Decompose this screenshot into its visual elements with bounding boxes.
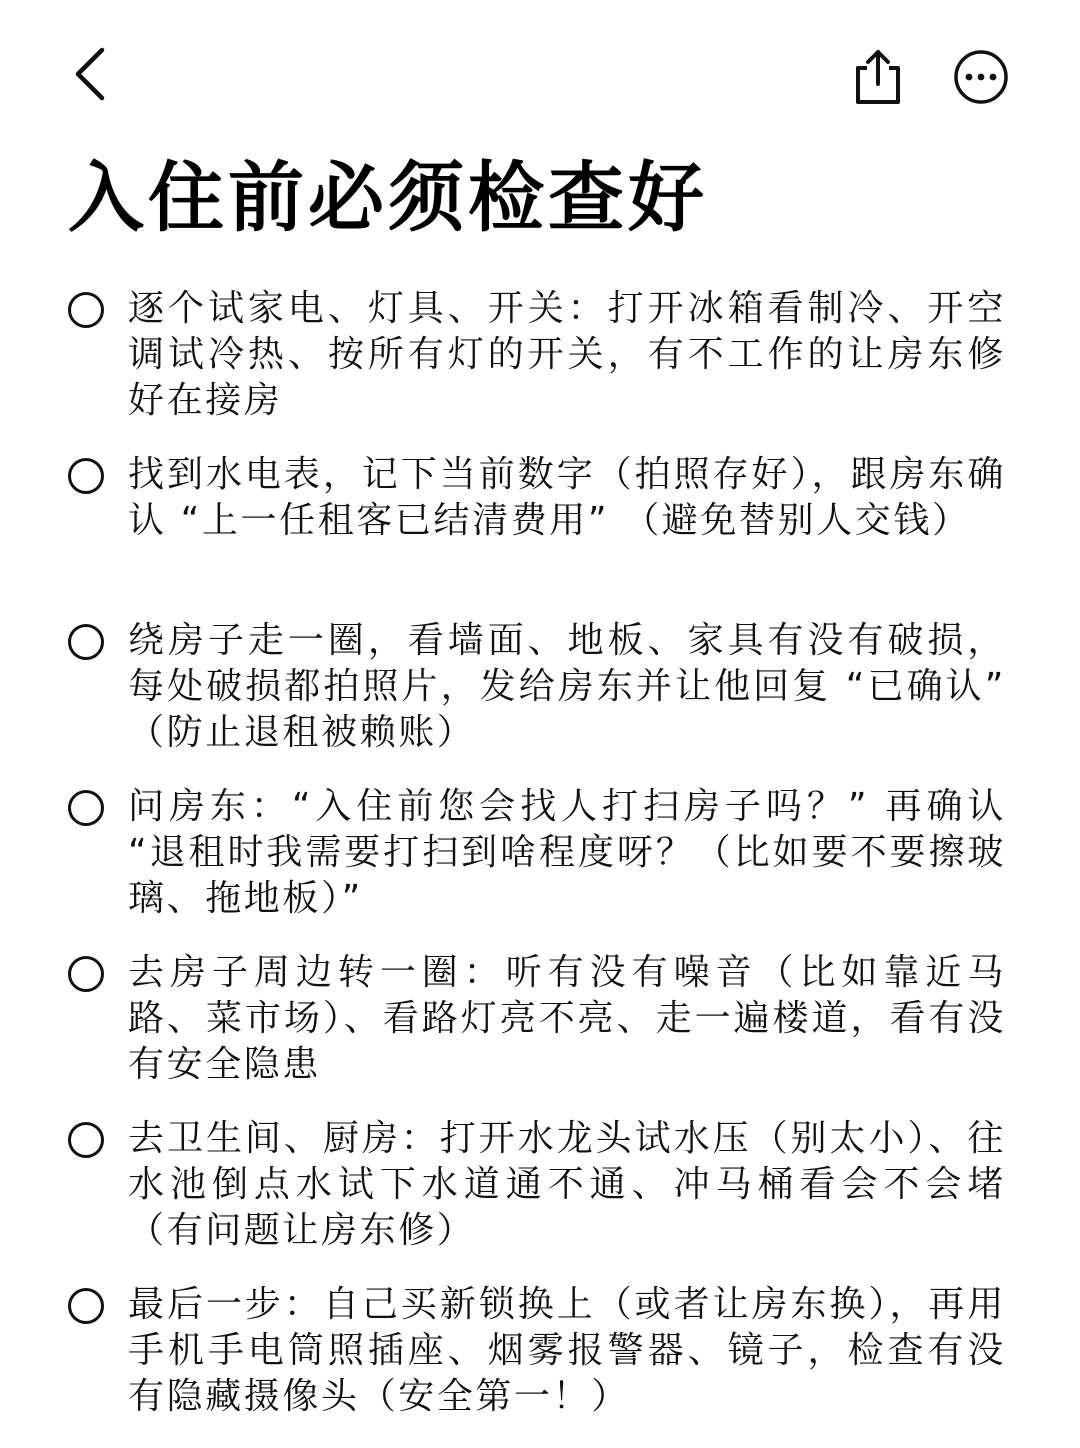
- checklist-item: [66, 618, 1006, 784]
- checklist-item-text: 最后一步：自己买新锁换上（或者让房东换），再用手机手电筒照插座、烟雾报警器、镜子，检查有没有隐藏摄像头（安全第一！）: [128, 1284, 1006, 1417]
- checklist-item-text: 去房子周边转一圈：听有没有噪音（比如靠近马路、菜市场）、看路灯亮不亮、走一遍楼道，看有没有安全隐患: [128, 952, 1006, 1085]
- checklist-item: [66, 1116, 1006, 1282]
- checklist-item: [66, 784, 1006, 950]
- checklist-item-text: 绕房子走一圈，看墙面、地板、家具有没有破损，每处破损都拍照片，发给房东并让他回复 “已确认” （防止退租被赖账）: [128, 620, 1006, 753]
- checklist-item-text: 问房东：“入住前您会找人打扫房子吗？” 再确认 “退租时我需要打扫到啥程度呀？（比如要不要擦玻璃、拖地板）”: [128, 786, 1006, 919]
- checklist-item: [66, 950, 1006, 1116]
- checkbox-circle-icon[interactable]: [68, 1122, 104, 1158]
- checkbox-circle-icon[interactable]: [68, 1288, 104, 1324]
- checklist-item-text: 去卫生间、厨房：打开水龙头试水压（别太小）、往水池倒点水试下水道通不通、冲马桶看会不会堵（有问题让房东修）: [128, 1118, 1006, 1251]
- top-bar: [0, 0, 1080, 140]
- checklist: [66, 286, 1006, 1448]
- checklist-item-text: 找到水电表，记下当前数字（拍照存好），跟房东确认 “上一任租客已结清费用” （避免替别人交钱）: [128, 454, 1006, 541]
- checkbox-circle-icon[interactable]: [68, 292, 104, 328]
- checklist-item-text: 逐个试家电、灯具、开关：打开冰箱看制冷、开空调试冷热、按所有灯的开关，有不工作的让房东修好在接房: [128, 288, 1006, 421]
- share-icon: [850, 46, 906, 106]
- checklist-item: [66, 452, 1006, 618]
- checklist-item: [66, 1282, 1006, 1448]
- back-button[interactable]: [66, 44, 114, 104]
- checklist-item: [66, 286, 1006, 452]
- checkbox-circle-icon[interactable]: [68, 790, 104, 826]
- chevron-left-icon: [66, 44, 114, 104]
- more-button[interactable]: [952, 48, 1010, 106]
- checkbox-circle-icon[interactable]: [68, 624, 104, 660]
- checkbox-circle-icon[interactable]: [68, 956, 104, 992]
- share-button[interactable]: [850, 46, 906, 106]
- page-title: 入住前必须检查好: [68, 153, 708, 242]
- more-horizontal-icon: [952, 48, 1010, 106]
- checkbox-circle-icon[interactable]: [68, 458, 104, 494]
